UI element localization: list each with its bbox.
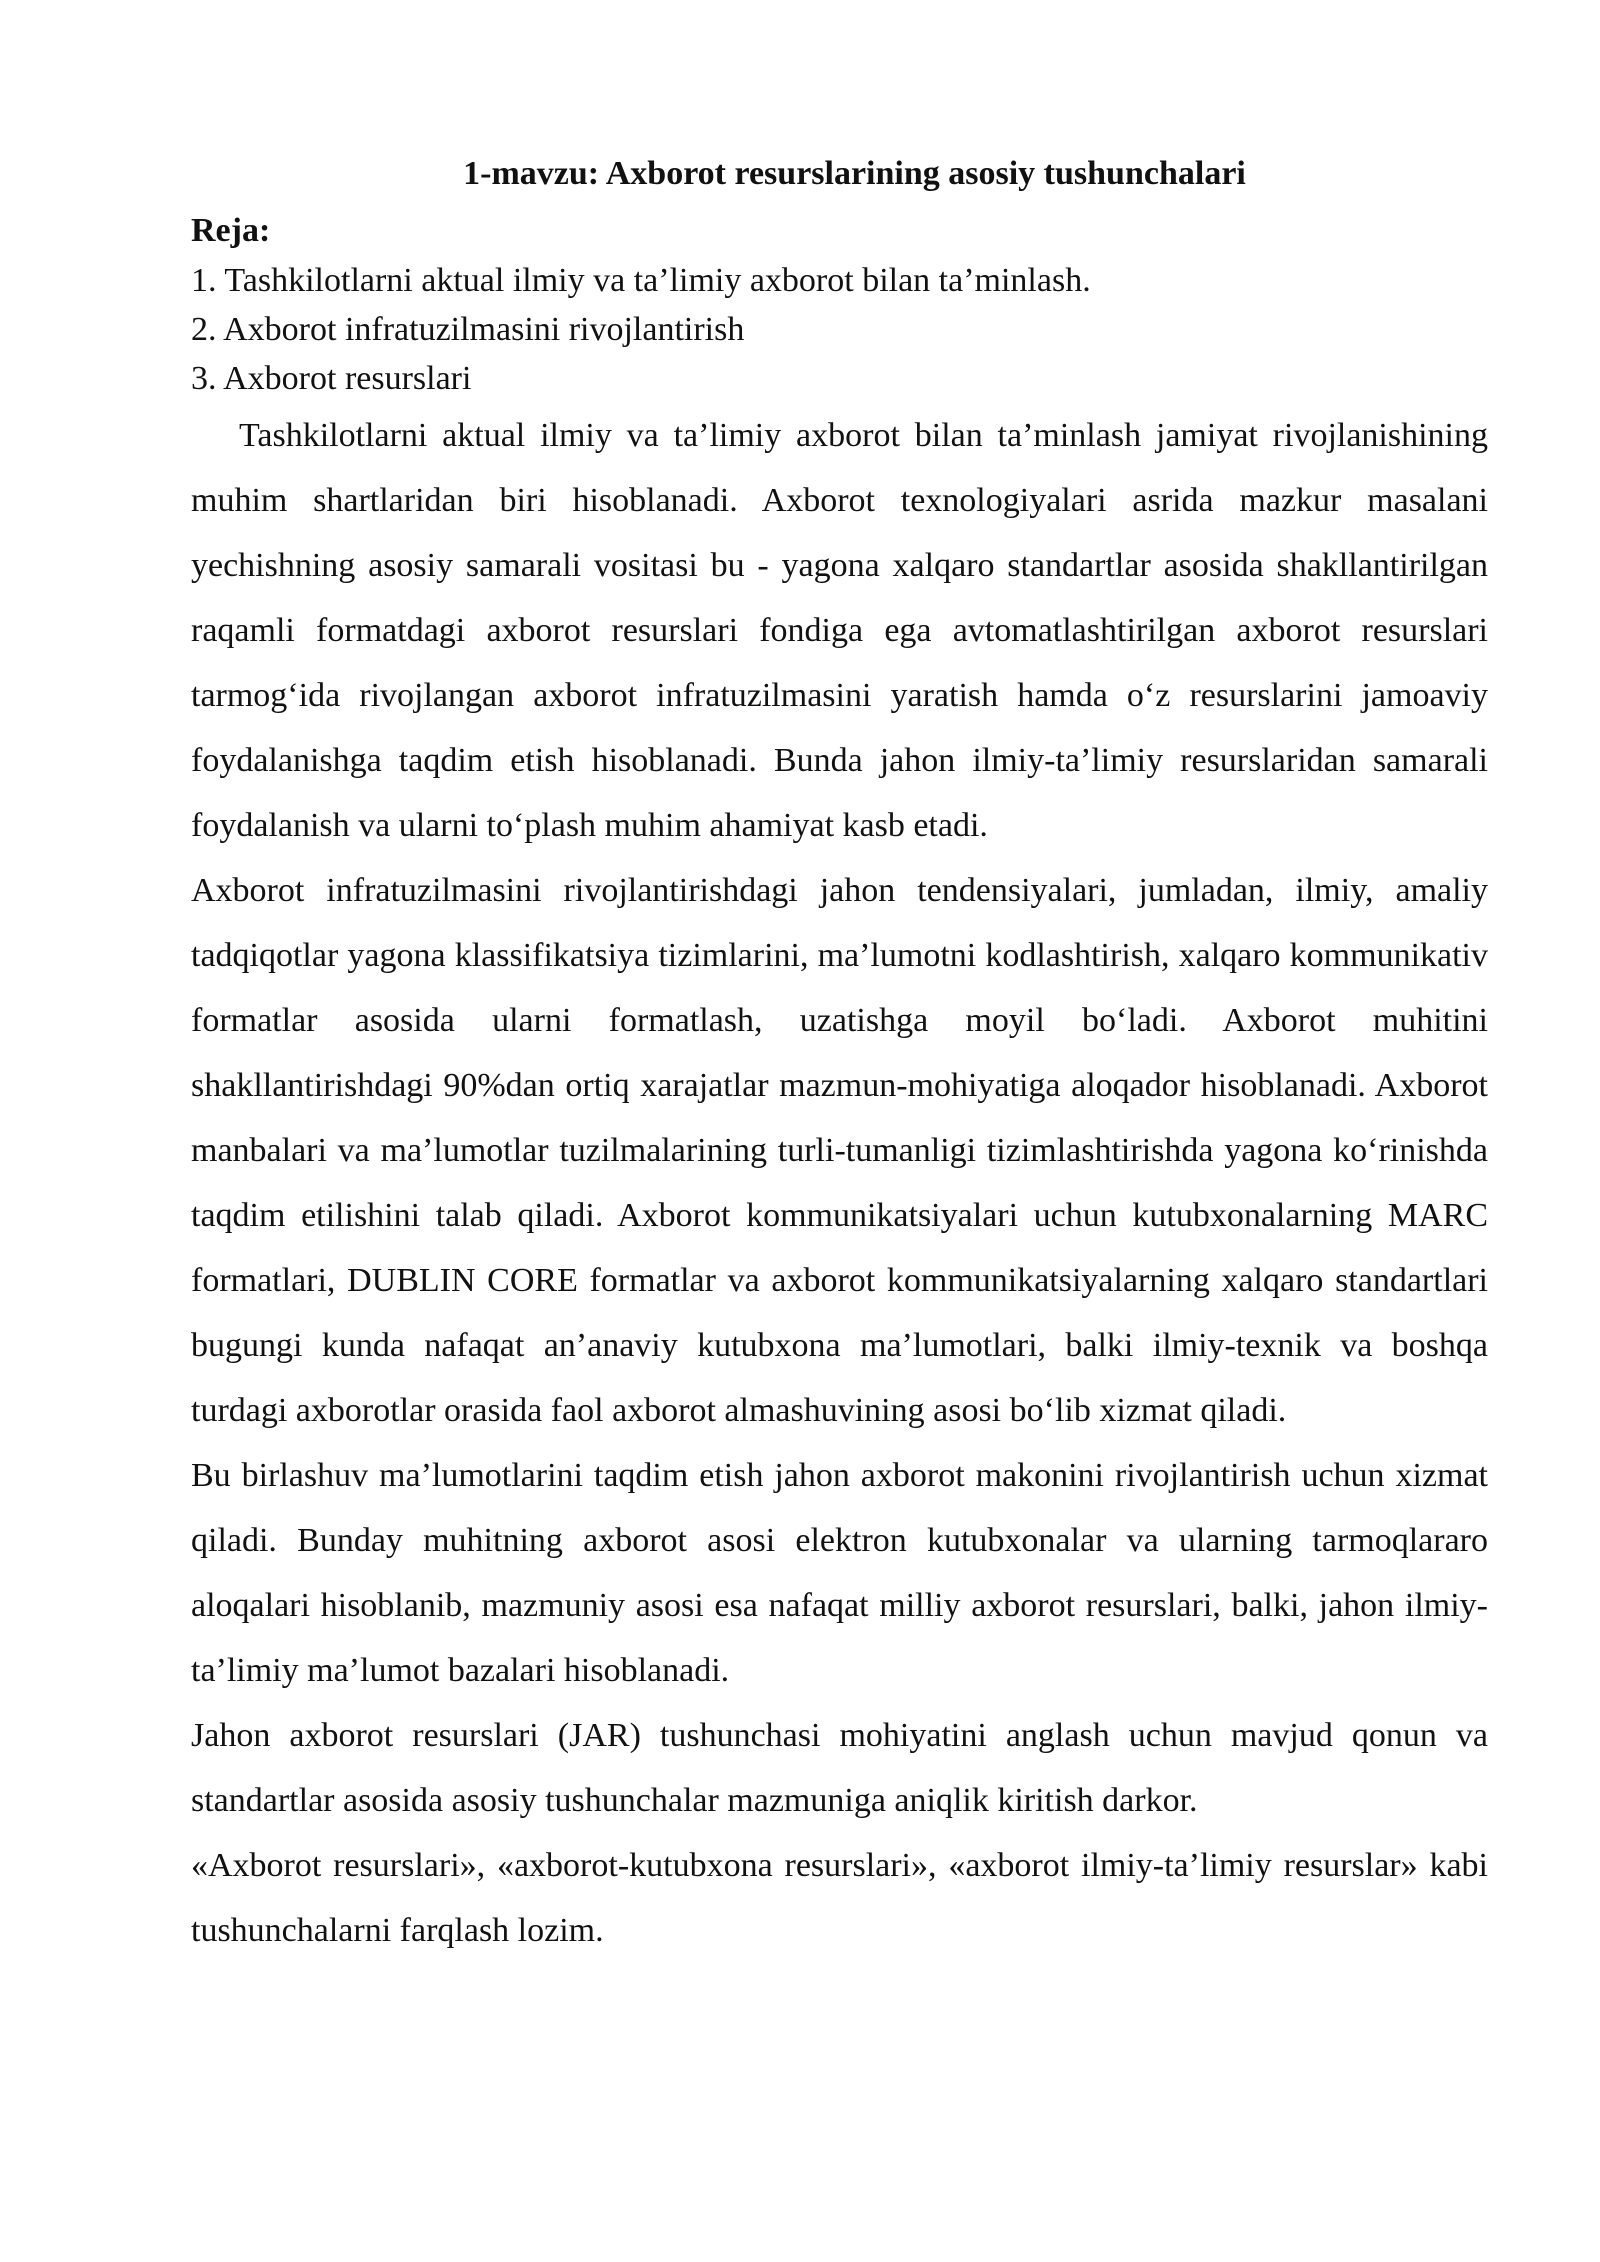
page-title: 1-mavzu: Axborot resurslarining asosiy tushunchalari (463, 155, 1246, 192)
plan-heading: Reja: (191, 212, 271, 249)
plan-list (191, 256, 1488, 403)
body-paragraph: Bu birlashuv ma’lumotlarini taqdim etish jahon axborot makonini rivojlantirish uchun xizmat qiladi. Bunday muhitning axborot asosi elektron kutubxonalar va ularning tarmoqlararo aloqalari hisoblanib, mazmuniy asosi esa nafaqat milliy axborot resurslari, balki, jahon ilmiy-ta’limiy ma’lumot bazalari hisoblanadi. (191, 1457, 1488, 1689)
body-paragraph: «Axborot resurslari», «axborot-kutubxona resurslari», «axborot ilmiy-ta’limiy resurslar» kabi tushunchalarni farqlash lozim. (191, 1847, 1488, 1949)
document-body (191, 148, 1488, 1963)
plan-item: 3. Axborot resurslari (191, 360, 472, 397)
plan-item: 2. Axborot infratuzilmasini rivojlantirish (191, 311, 745, 348)
body-paragraph: Axborot infratuzilmasini rivojlantirishdagi jahon tendensiyalari, jumladan, ilmiy, amaliy tadqiqotlar yagona klassifikatsiya tizimlarini, ma’lumotni kodlashtirish, xalqaro kommunikativ formatlar asosida ularni formatlash, uzatishga moyil bo‘ladi. Axborot muhitini shakllantirishdagi 90%dan ortiq xarajatlar mazmun-mohiyatiga aloqador hisoblanadi. Axborot manbalari va ma’lumotlar tuzilmalarining turli-tumanligi tizimlashtirishda yagona ko‘rinishda taqdim etilishini talab qiladi. Axborot kommunikatsiyalari uchun kutubxonalarning MARC formatlari, DUBLIN CORE formatlar va axborot kommunikatsiyalarning xalqaro standartlari bugungi kunda nafaqat an’anaviy kutubxona ma’lumotlari, balki ilmiy-texnik va boshqa turdagi axborotlar orasida faol axborot almashuvining asosi bo‘lib xizmat qiladi. (191, 872, 1488, 1429)
body-paragraph: Jahon axborot resurslari (JAR) tushunchasi mohiyatini anglash uchun mavjud qonun va standartlar asosida asosiy tushunchalar mazmuniga aniqlik kiritish darkor. (191, 1717, 1488, 1819)
body-paragraph: Tashkilotlarni aktual ilmiy va ta’limiy axborot bilan ta’minlash jamiyat rivojlanishining muhim shartlaridan biri hisoblanadi. Axborot texnologiyalari asrida mazkur masalani yechishning asosiy samarali vositasi bu - yagona xalqaro standartlar asosida shakllantirilgan raqamli formatdagi axborot resurslari fondiga ega avtomatlashtirilgan axborot resurslari tarmog‘ida rivojlangan axborot infratuzilmasini yaratish hamda o‘z resurslarini jamoaviy foydalanishga taqdim etish hisoblanadi. Bunda jahon ilmiy-ta’limiy resurslaridan samarali foydalanish va ularni to‘plash muhim ahamiyat kasb etadi. (191, 417, 1488, 844)
plan-item: 1. Tashkilotlarni aktual ilmiy va ta’limiy axborot bilan ta’minlash. (191, 262, 1091, 299)
